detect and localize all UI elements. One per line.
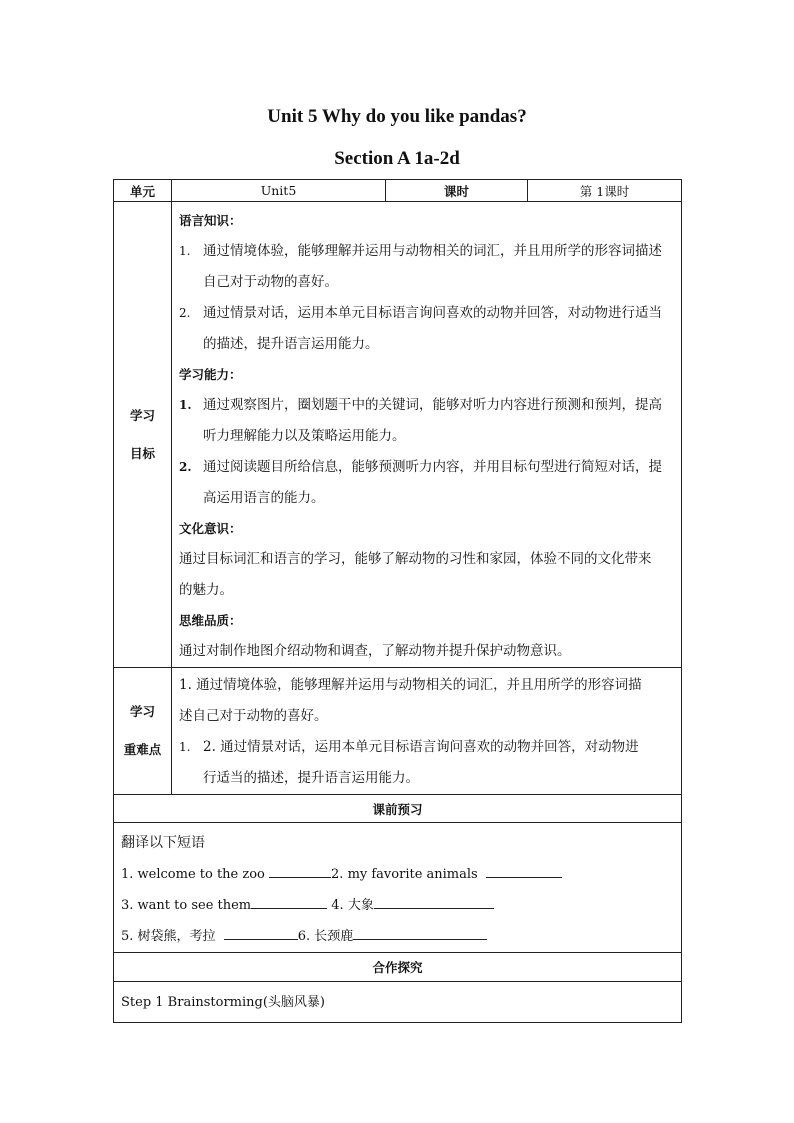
question-6: 6. 长颈鹿 [297,929,354,944]
objectives-label-line1: 学习 [129,407,155,423]
document-subtitle: Section A 1a-2d [334,148,460,169]
preview-line-3 [121,921,675,952]
list-item [179,452,675,514]
preview-content-row [114,823,682,953]
keypoints-label-line1: 学习 [129,704,155,719]
objectives-row [114,202,682,668]
answer-blank-2[interactable] [486,863,562,878]
list-item [179,732,675,794]
item-text-line1: 通过情景对话，运用本单元目标语言询问喜欢的动物并回答，对动物进行适当 [203,305,662,321]
period-label: 课时 [386,180,528,202]
item-text-line1: 通过情境体验，能够理解并运用与动物相关的词汇，并且用所学的形容词描述 [203,243,662,259]
answer-blank-1[interactable] [269,863,331,878]
item-number: 1. [179,398,192,412]
cooperation-section-title: 合作探究 [114,953,682,982]
keypoints-row [114,668,682,795]
preview-section-row [114,795,682,823]
answer-blank-4[interactable] [374,894,494,909]
answer-blank-3[interactable] [251,894,327,909]
keypoint-1-line2: 述自己对于动物的喜好。 [179,708,328,724]
culture-text-line2: 的魅力。 [179,582,233,598]
unit-label: 单元 [114,180,172,202]
thinking-text: 通过对制作地图介绍动物和调查，了解动物并提升保护动物意识。 [179,643,571,659]
period-value: 第 1课时 [528,180,682,202]
step-1: Step 1 Brainstorming(头脑风暴) [121,994,325,1010]
item-text-line1: 通过观察图片，圈划题干中的关键词，能够对听力内容进行预测和预判，提高 [203,397,662,413]
answer-blank-6[interactable] [353,925,487,940]
cooperation-content [114,982,682,1023]
objectives-content [172,202,682,668]
cultural-awareness-heading: 文化意识： [179,521,242,536]
keypoint-1-line1: 1. 通过情境体验，能够理解并运用与动物相关的词汇，并且用所学的形容词描 [179,677,642,693]
item-text-line2: 听力理解能力以及策略运用能力。 [203,428,406,444]
list-item [179,236,675,298]
item-text-line2: 的描述，提升语言运用能力。 [203,336,379,352]
cooperation-content-row [114,982,682,1023]
question-2: 2. my favorite animals [331,867,478,882]
keypoints-label-line2: 重难点 [123,742,162,757]
culture-text-line1: 通过目标词汇和语言的学习，能够了解动物的习性和家园，体验不同的文化带来 [179,551,652,567]
language-knowledge-heading: 语言知识： [179,213,242,228]
list-item [179,298,675,360]
thinking-quality-heading: 思维品质： [179,613,242,628]
list-item [179,390,675,452]
cooperation-section-row [114,953,682,982]
item-number: 1. [179,244,191,258]
question-4: 4. 大象 [331,898,374,913]
item-number: 2. [179,460,192,474]
item-number: 2. [179,306,191,320]
lesson-plan-table [113,179,682,1023]
preview-instruction: 翻译以下短语 [121,835,205,851]
keypoints-content [172,668,682,795]
item-number: 1. [179,740,191,754]
header-row [114,180,682,202]
preview-content [114,823,682,953]
preview-line-1 [121,859,675,890]
objectives-label-line2: 目标 [129,445,155,461]
item-text-line2: 高运用语言的能力。 [203,490,325,506]
item-text-line2: 自己对于动物的喜好。 [203,274,338,290]
objectives-label [114,202,172,668]
keypoint-2-line2: 行适当的描述，提升语言运用能力。 [203,770,419,786]
question-1: 1. welcome to the zoo [121,867,265,882]
keypoint-2-line1: 2. 通过情景对话，运用本单元目标语言询问喜欢的动物并回答，对动物进 [203,739,639,755]
preview-line-2 [121,890,675,921]
answer-blank-5[interactable] [224,925,298,940]
learning-ability-heading: 学习能力： [179,367,242,382]
question-3: 3. want to see them [121,898,252,913]
item-text-line1: 通过阅读题目所给信息，能够预测听力内容，并用目标句型进行简短对话，提 [203,459,662,475]
document-title: Unit 5 Why do you like pandas? [267,106,527,127]
preview-section-title: 课前预习 [114,795,682,823]
question-5: 5. 树袋熊，考拉 [121,929,216,944]
unit-value: Unit5 [172,180,386,202]
keypoints-label [114,668,172,795]
